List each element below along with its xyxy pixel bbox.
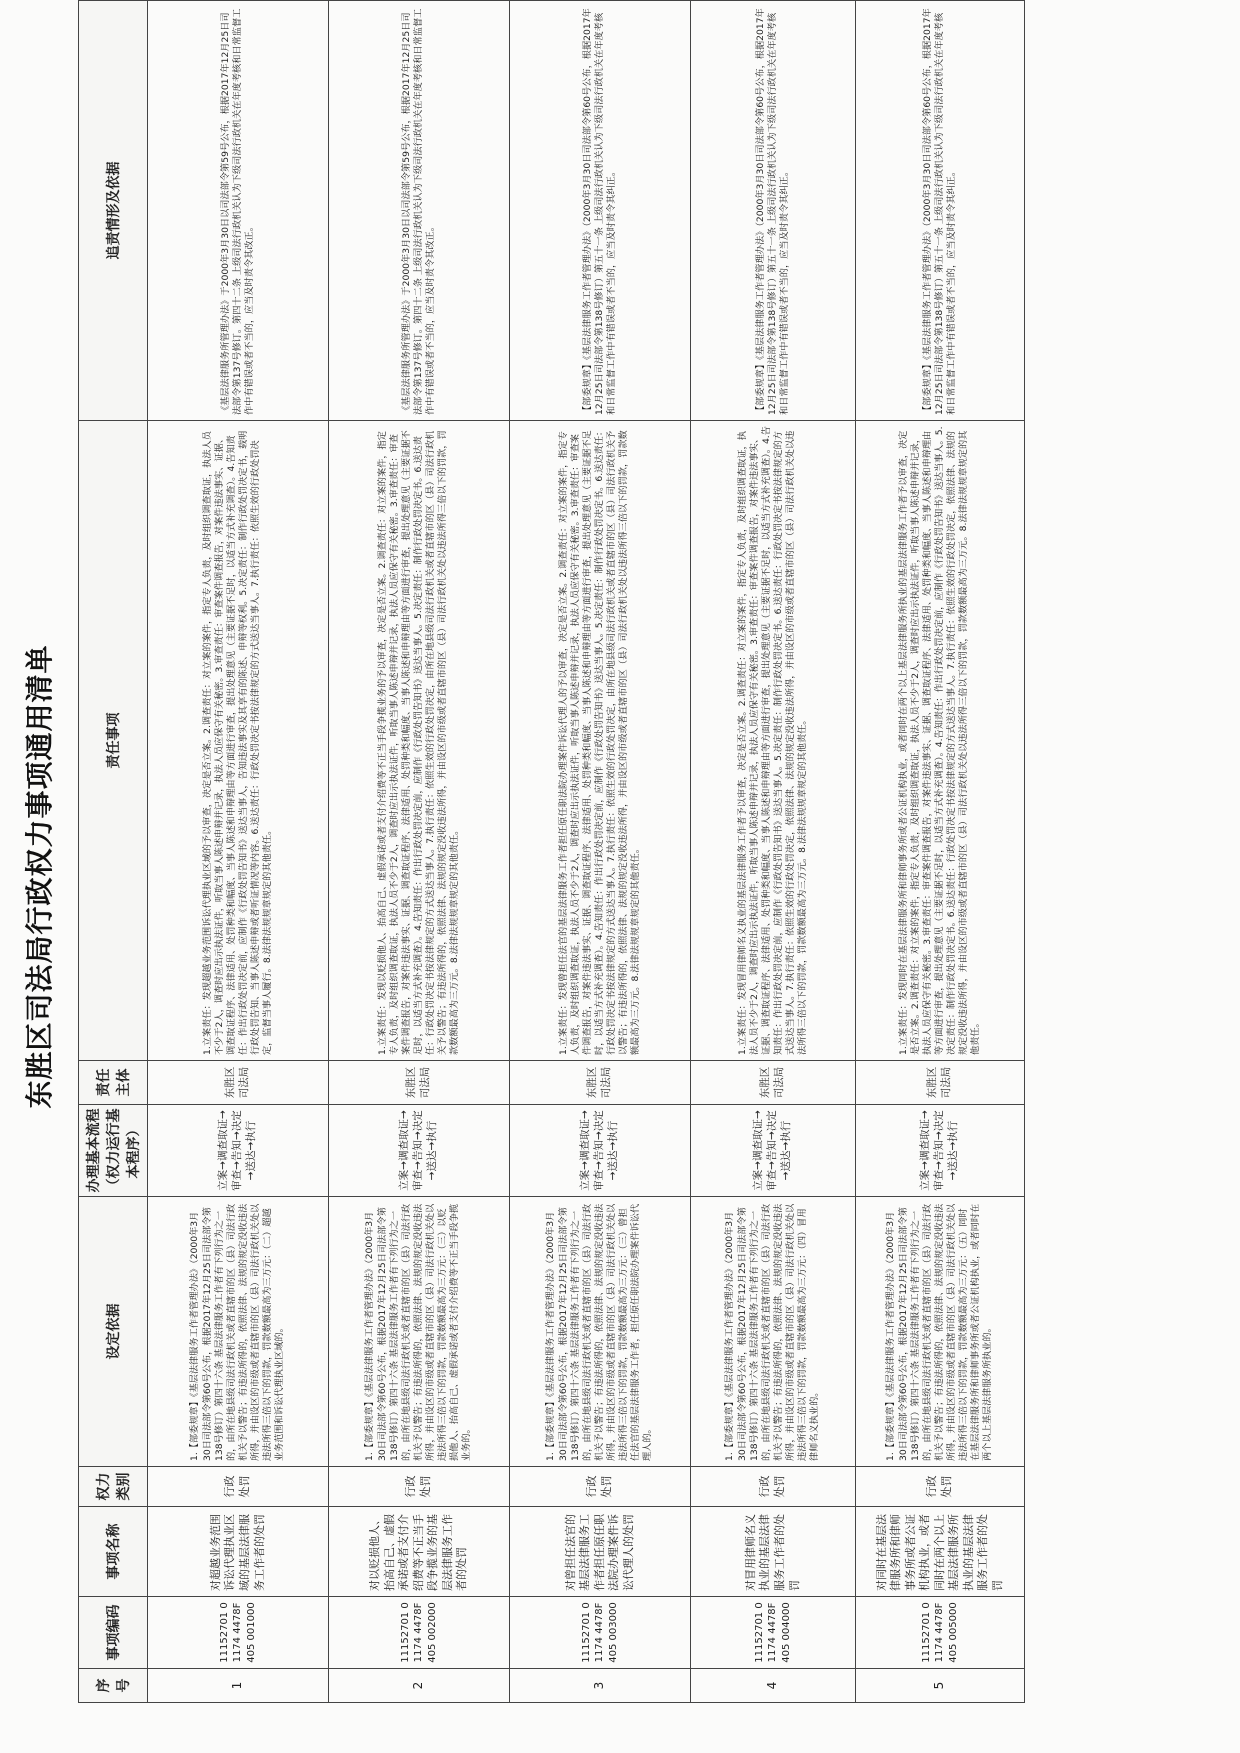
cell-code: 11152701 01174 4478F405 004000 xyxy=(691,1597,856,1669)
cell-accountability: 《基层法律服务所管理办法》于2000年3月30日以司法部令第59号公布，根据2017年12月25日司法部令第137号修订。第四十二条 上级司法行政机关认为下级司法行政机关在年度考核和日常监督工作中有错误或者不当的，应当及时责令其改正。 xyxy=(148,1,329,421)
cell-category: 行政处罚 xyxy=(510,1467,691,1507)
cell-process: 立案→调查取证→审查→告知→决定→送达→执行 xyxy=(148,1105,329,1197)
header-code: 事项编码 xyxy=(79,1597,148,1669)
cell-name: 对冒用律师名义执业的基层法律服务工作者的处罚 xyxy=(691,1507,856,1597)
cell-subject: 东胜区司法局 xyxy=(329,1061,510,1105)
cell-accountability: 【部委规章】《基层法律服务工作者管理办法》（2000年3月30日司法部令第60号公布，根据2017年12月25日司法部令第138号修订）第五十一条 上级司法行政机关认为下级司法行政机关在年度考核和日常监督工作中有错误或者不当的，应当及时责令其纠正。 xyxy=(691,1,856,421)
cell-code: 11152701 01174 4478F405 002000 xyxy=(329,1597,510,1669)
cell-duty: 1.立案责任：发现超越业务范围诉讼代理执业区域的予以审查，决定是否立案。2.调查责任：对立案的案件，指定专人负责，及时组织调查取证，执法人员不少于2人，调查时应出示执法证件，听取当事人陈述申辩并记录，执法人员应保守有关秘密。3.审查责任：审查案件调查报告，对案件违法事实、证据、调查取证程序、法律适用、处罚种类和幅度、当事人陈述和申辩理由等方面进行审查，提出处理意见（主要证据不足时，以适当方式补充调查）。4.告知责任：作出行政处罚决定前，应制作《行政处罚告知书》送达当事人，告知违法事实及其享有的陈述、申辩等权利。5.决定责任：制作行政处罚决定书，载明行政处罚告知、当事人陈述申辩或者听证情况等内容。6.送达责任：行政处罚决定书按法律规定的方式送达当事人。7.执行责任：依照生效的行政处罚决定，监督当事人履行。8.法律法规规章规定的其他责任。 xyxy=(148,421,329,1061)
cell-duty: 1.立案责任：发现同时在基层法律服务所和律师事务所或者公证机构执业，或者同时在两个以上基层法律服务所执业的基层法律服务工作者予以审查，决定是否立案。2.调查责任：对立案的案件，指定专人负责，及时组织调查取证，执法人员不少于2人，调查时应出示执法证件，听取当事人陈述申辩并记录，执法人员应保守有关秘密。3.审查责任：审查案件调查报告，对案件违法事实、证据、调查取证程序、法律适用、处罚种类和幅度、当事人陈述和申辩理由等方面进行审查，提出处理意见（主要证据不足时，以适当方式补充调查）。4.告知责任：作出行政处罚决定前，应制作《行政处罚告知书》送达当事人。5.决定责任：制作行政处罚决定书。6.送达责任：行政处罚决定书按法律规定的方式送达当事人。7.执行责任：依照生效的行政处罚决定，依照法律、法规的规定没收违法所得，并由设区的市级或者直辖市的区（县）司法行政机关处以违法所得三倍以下的罚款，罚款数额最高为三万元。8.法律法规规章规定的其他责任。 xyxy=(856,421,1025,1061)
cell-process: 立案→调查取证→审查→告知→决定→送达→执行 xyxy=(329,1105,510,1197)
header-subject: 责任主体 xyxy=(79,1061,148,1105)
cell-name: 对以贬损他人、抬高自己、虚假承诺或者支付介绍费等不正当手段争揽业务的基层法律服务工作者的处罚 xyxy=(329,1507,510,1597)
cell-seq: 4 xyxy=(691,1669,856,1703)
cell-accountability: 【部委规章】《基层法律服务工作者管理办法》（2000年3月30日司法部令第60号公布，根据2017年12月25日司法部令第138号修订）第五十一条 上级司法行政机关认为下级司法行政机关在年度考核和日常监督工作中有错误或者不当的，应当及时责令其纠正。 xyxy=(856,1,1025,421)
cell-name: 对曾担任法官的基层法律服务工作者担任原任职法院办理案件诉讼代理人的处罚 xyxy=(510,1507,691,1597)
power-list-table xyxy=(78,0,1025,1703)
header-accountability: 追责情形及依据 xyxy=(79,1,148,421)
cell-basis: 1.【部委规章】《基层法律服务工作者管理办法》（2000年3月30日司法部令第60号公布，根据2017年12月25日司法部令第138号修订）第四十六条 基层法律服务工作者有下列行为之一的，由所在地县级司法行政机关或者直辖市的区（县）司法行政机关予以警告；有违法所得的，依照法律、法规的规定没收违法所得，并由设区的市级或者直辖市的区（县）司法行政机关处以违法所得三倍以下的罚款，罚款数额最高为三万元：（三）曾担任法官的基层法律服务工作者，担任原任职法院办理案件诉讼代理人的。 xyxy=(510,1197,691,1467)
header-basis: 设定依据 xyxy=(79,1197,148,1467)
page-title: 东胜区司法局行政权力事项通用清单 xyxy=(23,644,56,1109)
cell-remark xyxy=(856,0,1025,1)
table-row xyxy=(856,0,1025,1703)
cell-seq: 5 xyxy=(856,1669,1025,1703)
cell-duty: 1.立案责任：发现以贬损他人、抬高自己、虚假承诺或者支付介绍费等不正当手段争揽业务的予以审查，决定是否立案。2.调查责任：对立案的案件，指定专人负责，及时组织调查取证，执法人员不少于2人，调查时应出示执法证件，听取当事人陈述申辩并记录，执法人员应保守有关秘密。3.审查责任：审查案件调查报告，对案件违法事实、证据、调查取证程序、法律适用、处罚种类和幅度、当事人陈述和申辩理由等方面进行审查，提出处理意见（主要证据不足时，以适当方式补充调查）。4.告知责任：作出行政处罚决定前，应制作《行政处罚告知书》送达当事人。5.决定责任：制作行政处罚决定书。6.送达责任：行政处罚决定书按法律规定的方式送达当事人。7.执行责任：依照生效的行政处罚决定，由所在地县级司法行政机关或者直辖市的区（县）司法行政机关予以警告；有违法所得的，依照法律、法规的规定没收违法所得，并由设区的市级或者直辖市的区（县）司法行政机关处以违法所得三倍以下的罚款，罚款数额最高为三万元。8.法律法规规章规定的其他责任。 xyxy=(329,421,510,1061)
cell-basis: 1.【部委规章】《基层法律服务工作者管理办法》（2000年3月30日司法部令第60号公布，根据2017年12月25日司法部令第138号修订）第四十六条 基层法律服务工作者有下列行为之一的，由所在地县级司法行政机关或者直辖市的区（县）司法行政机关予以警告；有违法所得的，依照法律、法规的规定没收违法所得，并由设区的市级或者直辖市的区（县）司法行政机关处以违法所得三倍以下的罚款，罚款数额最高为三万元：（四）冒用律师名义执业的。 xyxy=(691,1197,856,1467)
cell-remark xyxy=(510,0,691,1)
cell-remark xyxy=(329,0,510,1)
header-seq: 序号 xyxy=(79,1669,148,1703)
table-row xyxy=(691,0,856,1703)
cell-duty: 1.立案责任：发现冒用律师名义执业的基层法律服务工作者予以审查，决定是否立案。2.调查责任：对立案的案件，指定专人负责，及时组织调查取证，执法人员不少于2人，调查时应出示执法证件，听取当事人陈述申辩并记录，执法人员应保守有关秘密。3.审查责任：审查案件调查报告，对案件违法事实、证据、调查取证程序、法律适用、处罚种类和幅度、当事人陈述和申辩理由等方面进行审查，提出处理意见（主要证据不足时，以适当方式补充调查）。4.告知责任：作出行政处罚决定前，应制作《行政处罚告知书》送达当事人。5.决定责任：制作行政处罚决定书。6.送达责任：行政处罚决定书按法律规定的方式送达当事人。7.执行责任：依照生效的行政处罚决定，依照法律、法规的规定没收违法所得，并由设区的市级或者直辖市的区（县）司法行政机关处以违法所得三倍以下的罚款，罚款数额最高为三万元。8.法律法规规章规定的其他责任。 xyxy=(691,421,856,1061)
cell-category: 行政处罚 xyxy=(148,1467,329,1507)
cell-seq: 2 xyxy=(329,1669,510,1703)
cell-process: 立案→调查取证→审查→告知→决定→送达→执行 xyxy=(856,1105,1025,1197)
cell-name: 对超越业务范围诉讼代理执业区域的基层法律服务工作者的处罚 xyxy=(148,1507,329,1597)
cell-process: 立案→调查取证→审查→告知→决定→送达→执行 xyxy=(691,1105,856,1197)
header-name: 事项名称 xyxy=(79,1507,148,1597)
cell-category: 行政处罚 xyxy=(856,1467,1025,1507)
table-row xyxy=(329,0,510,1703)
cell-code: 11152701 01174 4478F405 005000 xyxy=(856,1597,1025,1669)
cell-code: 11152701 01174 4478F405 003000 xyxy=(510,1597,691,1669)
header-remark xyxy=(79,0,148,1)
cell-category: 行政处罚 xyxy=(691,1467,856,1507)
header-duty: 责任事项 xyxy=(79,421,148,1061)
cell-basis: 1.【部委规章】《基层法律服务工作者管理办法》（2000年3月30日司法部令第60号公布，根据2017年12月25日司法部令第138号修订）第四十六条 基层法律服务工作者有下列行为之一的，由所在地县级司法行政机关或者直辖市的区（县）司法行政机关予以警告；有违法所得的，依照法律、法规的规定没收违法所得，并由设区的市级或者直辖市的区（县）司法行政机关处以违法所得三倍以下的罚款，罚款数额最高为三万元：（五）同时在基层法律服务所和律师事务所或者公证机构执业，或者同时在两个以上基层法律服务所执业的。 xyxy=(856,1197,1025,1467)
cell-seq: 3 xyxy=(510,1669,691,1703)
header-category: 权力类别 xyxy=(79,1467,148,1507)
cell-basis: 1.【部委规章】《基层法律服务工作者管理办法》（2000年3月30日司法部令第60号公布，根据2017年12月25日司法部令第138号修订）第四十六条 基层法律服务工作者有下列行为之一的，由所在地县级司法行政机关或者直辖市的区（县）司法行政机关予以警告；有违法所得的，依照法律、法规的规定没收违法所得，并由设区的市级或者直辖市的区（县）司法行政机关处以违法所得三倍以下的罚款，罚款数额最高为三万元：（二）超越业务范围和诉讼代理执业区域的。 xyxy=(148,1197,329,1467)
cell-accountability: 《基层法律服务所管理办法》于2000年3月30日以司法部令第59号公布，根据2017年12月25日司法部令第137号修订。第四十二条 上级司法行政机关认为下级司法行政机关在年度考核和日常监督工作中有错误或者不当的，应当及时责令其改正。 xyxy=(329,1,510,421)
cell-remark xyxy=(691,0,856,1)
table-row xyxy=(510,0,691,1703)
cell-duty: 1.立案责任：发现曾担任法官的基层法律服务工作者担任原任职法院办理案件诉讼代理人的予以审查，决定是否立案。2.调查责任：对立案的案件，指定专人负责，及时组织调查取证，执法人员不少于2人，调查时应出示执法证件，听取当事人陈述申辩并记录，执法人员应保守有关秘密。3.审查责任：审查案件调查报告，对案件违法事实、证据、调查取证程序、法律适用、处罚种类和幅度、当事人陈述和申辩理由等方面进行审查，提出处理意见（主要证据不足时，以适当方式补充调查）。4.告知责任：作出行政处罚决定前，应制作《行政处罚告知书》送达当事人。5.决定责任：制作行政处罚决定书。6.送达责任：行政处罚决定书按法律规定的方式送达当事人。7.执行责任：依照生效的行政处罚决定，由所在地县级司法行政机关或者直辖市的区（县）司法行政机关予以警告；有违法所得的，依照法律、法规的规定没收违法所得，并由设区的市级或者直辖市的区（县）司法行政机关处以违法所得三倍以下的罚款，罚款数额最高为三万元。8.法律法规规章规定的其他责任。 xyxy=(510,421,691,1061)
cell-subject: 东胜区司法局 xyxy=(510,1061,691,1105)
table-row xyxy=(148,0,329,1703)
cell-seq: 1 xyxy=(148,1669,329,1703)
cell-basis: 1.【部委规章】《基层法律服务工作者管理办法》（2000年3月30日司法部令第60号公布，根据2017年12月25日司法部令第138号修订）第四十六条 基层法律服务工作者有下列行为之一的，由所在地县级司法行政机关或者直辖市的区（县）司法行政机关予以警告；有违法所得的，依照法律、法规的规定没收违法所得，并由设区的市级或者直辖市的区（县）司法行政机关处以违法所得三倍以下的罚款，罚款数额最高为三万元：（三）以贬损他人、抬高自己、虚假承诺或者支付介绍费等不正当手段争揽业务的。 xyxy=(329,1197,510,1467)
cell-code: 11152701 01174 4478F405 001000 xyxy=(148,1597,329,1669)
cell-subject: 东胜区司法局 xyxy=(691,1061,856,1105)
cell-subject: 东胜区司法局 xyxy=(148,1061,329,1105)
cell-category: 行政处罚 xyxy=(329,1467,510,1507)
table-header-row xyxy=(79,0,148,1703)
cell-name: 对同时在基层法律服务所和律师事务所或者公证机构执业，或者同时在两个以上基层法律服务所执业的基层法律服务工作者的处罚 xyxy=(856,1507,1025,1597)
cell-subject: 东胜区司法局 xyxy=(856,1061,1025,1105)
cell-accountability: 【部委规章】《基层法律服务工作者管理办法》（2000年3月30日司法部令第60号公布，根据2017年12月25日司法部令第138号修订）第五十一条 上级司法行政机关认为下级司法行政机关在年度考核和日常监督工作中有错误或者不当的，应当及时责令其纠正。 xyxy=(510,1,691,421)
cell-remark xyxy=(148,0,329,1)
cell-process: 立案→调查取证→审查→告知→决定→送达→执行 xyxy=(510,1105,691,1197)
header-process: 办理基本流程（权力运行基本程序） xyxy=(79,1105,148,1197)
